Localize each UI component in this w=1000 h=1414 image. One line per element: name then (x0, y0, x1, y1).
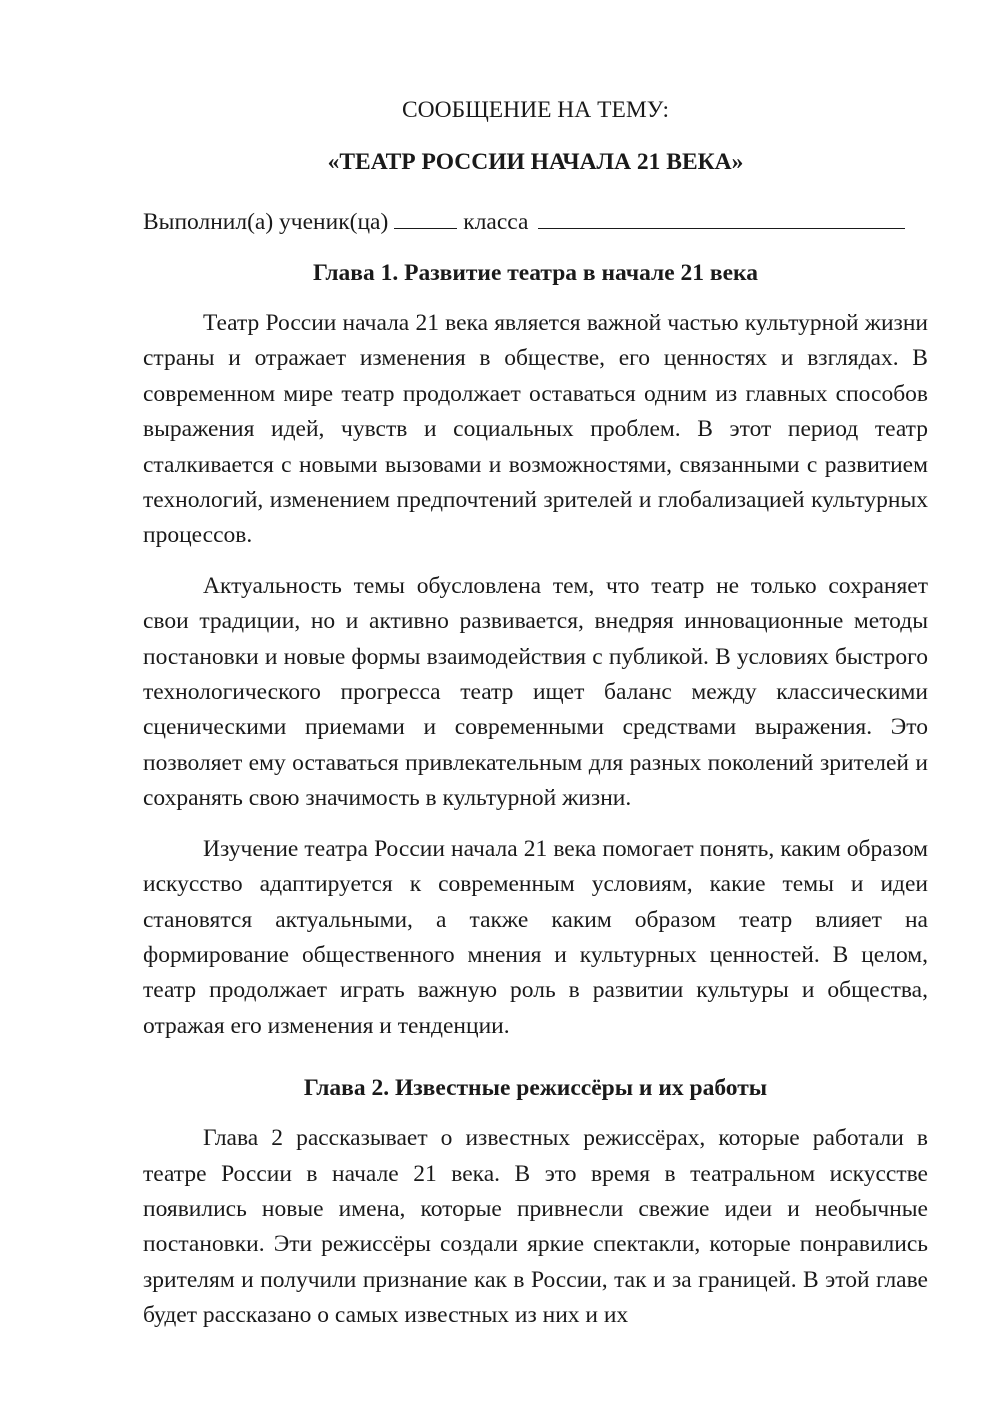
chapter-1-heading: Глава 1. Развитие театра в начале 21 века (313, 260, 758, 286)
name-blank (538, 208, 905, 229)
chapter-2-heading: Глава 2. Известные режиссёры и их работы (303, 1075, 768, 1102)
grade-blank (394, 208, 457, 229)
author-prefix: Выполнил(а) ученик(ца) (143, 209, 389, 235)
chapter-1-paragraph: Изучение театра России начала 21 века помогает понять, каким образом искусство адаптируется к современным условиям, какие темы и идеи становятся актуальными, а также каким образом театр влияет на формирование общественного мнения и культурных ценностей. В целом, театр продолжает играть важную роль в развитии культуры и общества, отражая его изменения и тенденции. (143, 835, 928, 1039)
document-title-line-1: СООБЩЕНИЕ НА ТЕМУ: (401, 97, 670, 123)
author-class-label: класса (463, 209, 529, 235)
document-title-line-2: «ТЕАТР РОССИИ НАЧАЛА 21 ВЕКА» (327, 149, 744, 175)
chapter-1-paragraph: Театр России начала 21 века является важной частью культурной жизни страны и отражает изменения в обществе, его ценностях и взглядах. В современном мире театр продолжает оставаться одним из главных способов выражения идей, чувств и социальных проблем. В этот период театр сталкивается с новыми вызовами и возможностями, связанными с развитием технологий, изменением предпочтений зрителей и глобализацией культурных процессов. (143, 310, 928, 549)
chapter-2-paragraph: Глава 2 рассказывает о известных режиссёрах, которые работали в театре России в начале 21 века. В это время в театральном искусстве появились новые имена, которые привнесли свежие идеи и необычные постановки. Эти режиссёры создали яркие спектакли, которые понравились зрителям и получили признание как в России, так и за границей. В этой главе будет рассказано о самых известных из них и их (143, 1125, 928, 1329)
chapter-1-paragraph: Актуальность темы обусловлена тем, что театр не только сохраняет свои традиции, но и активно развивается, внедряя инновационные методы постановки и новые формы взаимодействия с публикой. В условиях быстрого технологического прогресса театр ищет баланс между классическими сценическими приемами и современными средствами выражения. Это позволяет ему оставаться привлекательным для разных поколений зрителей и сохранять свою значимость в культурной жизни. (143, 572, 928, 812)
document-page (143, 92, 928, 1334)
author-line (143, 204, 928, 240)
